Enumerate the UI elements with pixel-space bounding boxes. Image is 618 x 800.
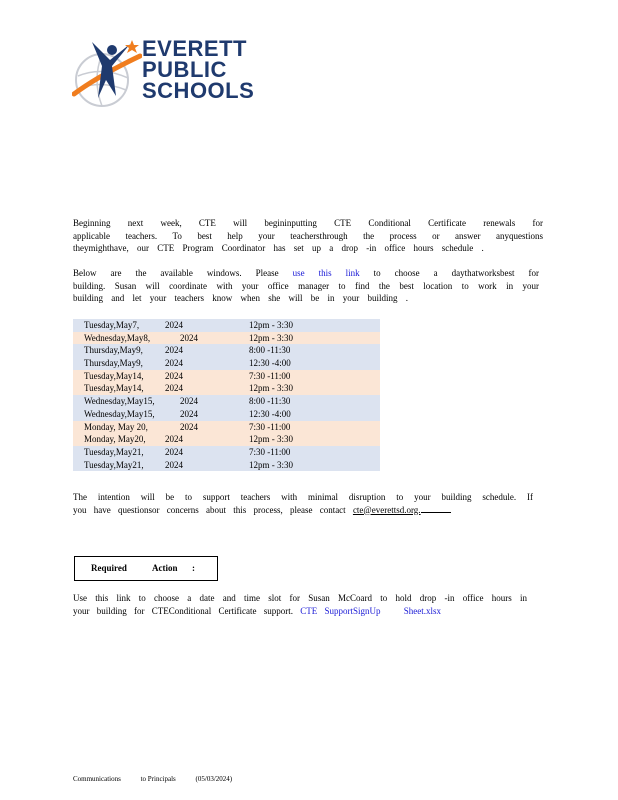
intention-paragraph: [73, 491, 533, 516]
intro-line: theymighthave, our CTE Program Coordinator has set up a drop -in office hours schedule .: [73, 243, 484, 253]
schedule-time: 12pm - 3:30: [249, 320, 293, 330]
schedule-time: 7:30 -11:00: [249, 370, 291, 381]
schedule-time: 12pm - 3:30: [249, 332, 293, 343]
schedule-row: [73, 357, 380, 370]
schedule-day: Monday, May 20,: [84, 421, 148, 432]
schedule-row: [73, 370, 380, 383]
intention-line: The intention will be to support teachers with minimal disruption to your building schedule. If: [73, 492, 533, 502]
contact-email-link[interactable]: cte@everettsd.org.: [352, 504, 421, 515]
schedule-time: 7:30 -11:00: [249, 446, 291, 457]
schedule-row: [73, 382, 380, 395]
logo-line-2: PUBLIC: [142, 57, 227, 82]
schedule-time: 8:00 -11:30: [249, 345, 291, 356]
signup-sheet-link[interactable]: CTE SupportSignUp: [300, 605, 381, 616]
action-line: [73, 605, 521, 618]
schedule-time: 12:30 -4:00: [249, 358, 291, 369]
schedule-day: Wednesday,May15,: [84, 396, 155, 407]
schedule-year: 2024: [180, 421, 198, 432]
colon-label: :: [192, 563, 195, 573]
schedule-day: Monday, May20,: [84, 434, 146, 445]
schedule-row: [73, 395, 380, 408]
schedule-row: [73, 408, 380, 421]
windows-paragraph: [73, 267, 539, 305]
schedule-day: Wednesday,May8,: [84, 332, 151, 343]
windows-line: [73, 267, 539, 280]
schedule-row: [73, 446, 380, 459]
logo-wordmark: [142, 38, 254, 101]
schedule-year: 2024: [165, 370, 183, 381]
windows-text: Below are the available windows. Please: [73, 268, 279, 278]
footer-principals: to Principals: [140, 775, 176, 783]
intention-line: [73, 504, 533, 517]
signup-sheet-link-file[interactable]: Sheet.xlsx: [403, 605, 441, 616]
schedule-day: Tuesday,May14,: [84, 383, 144, 394]
schedule-day: Thursday,May9,: [84, 345, 143, 356]
action-label: Action: [152, 563, 178, 573]
action-paragraph: [73, 592, 528, 617]
footer-date: (05/03/2024): [195, 775, 233, 783]
schedule-day: Tuesday,May21,: [84, 446, 144, 457]
intro-line: applicable teachers. To best help your teachersthrough the process or answer anyquestions: [73, 230, 543, 241]
required-action-box: [74, 556, 218, 581]
schedule-row: [73, 332, 380, 345]
schedule-time: 12:30 -4:00: [249, 408, 291, 419]
action-line: Use this link to choose a date and time slot for Susan McCoard to hold drop -in office hours in: [73, 593, 528, 603]
schedule-row: [73, 344, 380, 357]
schedule-year: 2024: [180, 408, 198, 419]
schedule-day: Wednesday,May15,: [84, 408, 155, 419]
schedule-day: Thursday,May9,: [84, 358, 143, 369]
intro-paragraph: [73, 217, 543, 255]
logo-line-3: SCHOOLS: [142, 78, 255, 103]
schedule-time: 12pm - 3:30: [249, 434, 293, 445]
district-logo: [72, 36, 255, 110]
footer-communications: Communications: [73, 775, 121, 783]
schedule-year: 2024: [165, 320, 183, 330]
schedule-year: 2024: [165, 459, 183, 470]
schedule-table: [73, 319, 380, 471]
schedule-day: Tuesday,May14,: [84, 370, 144, 381]
choose-day-link[interactable]: use this link: [292, 268, 360, 278]
schedule-time: 8:00 -11:30: [249, 396, 291, 407]
schedule-day: Tuesday,May7,: [84, 320, 140, 330]
windows-text: to choose a daythatworksbest for: [373, 268, 540, 278]
windows-line: building. Susan will coordinate with your office manager to find the best location to work in your: [73, 280, 539, 291]
schedule-row: [73, 421, 380, 434]
schedule-year: 2024: [165, 358, 183, 369]
schedule-day: Tuesday,May21,: [84, 459, 144, 470]
page-footer: [73, 775, 250, 783]
intention-text: you have questionsor concerns about this process, please contact: [73, 504, 346, 515]
required-label: Required: [91, 563, 127, 573]
schedule-time: 12pm - 3:30: [249, 459, 293, 470]
schedule-year: 2024: [180, 332, 198, 343]
windows-line: building and let your teachers know when she will be in your building .: [73, 293, 408, 303]
logo-line-1: EVERETT: [142, 36, 247, 61]
schedule-row: [73, 459, 380, 472]
schedule-time: 12pm - 3:30: [249, 383, 293, 394]
schedule-year: 2024: [180, 396, 198, 407]
schedule-year: 2024: [165, 434, 183, 445]
intro-line: Beginning next week, CTE will begininputting CTE Conditional Certificate renewals for: [73, 218, 543, 228]
schedule-year: 2024: [165, 345, 183, 356]
logo-emblem-icon: [72, 36, 142, 110]
schedule-year: 2024: [165, 446, 183, 457]
schedule-row: [73, 433, 380, 446]
action-text: your building for CTEConditional Certificate support.: [73, 605, 293, 616]
schedule-year: 2024: [165, 383, 183, 394]
schedule-row: [73, 319, 380, 332]
schedule-time: 7:30 -11:00: [249, 421, 291, 432]
